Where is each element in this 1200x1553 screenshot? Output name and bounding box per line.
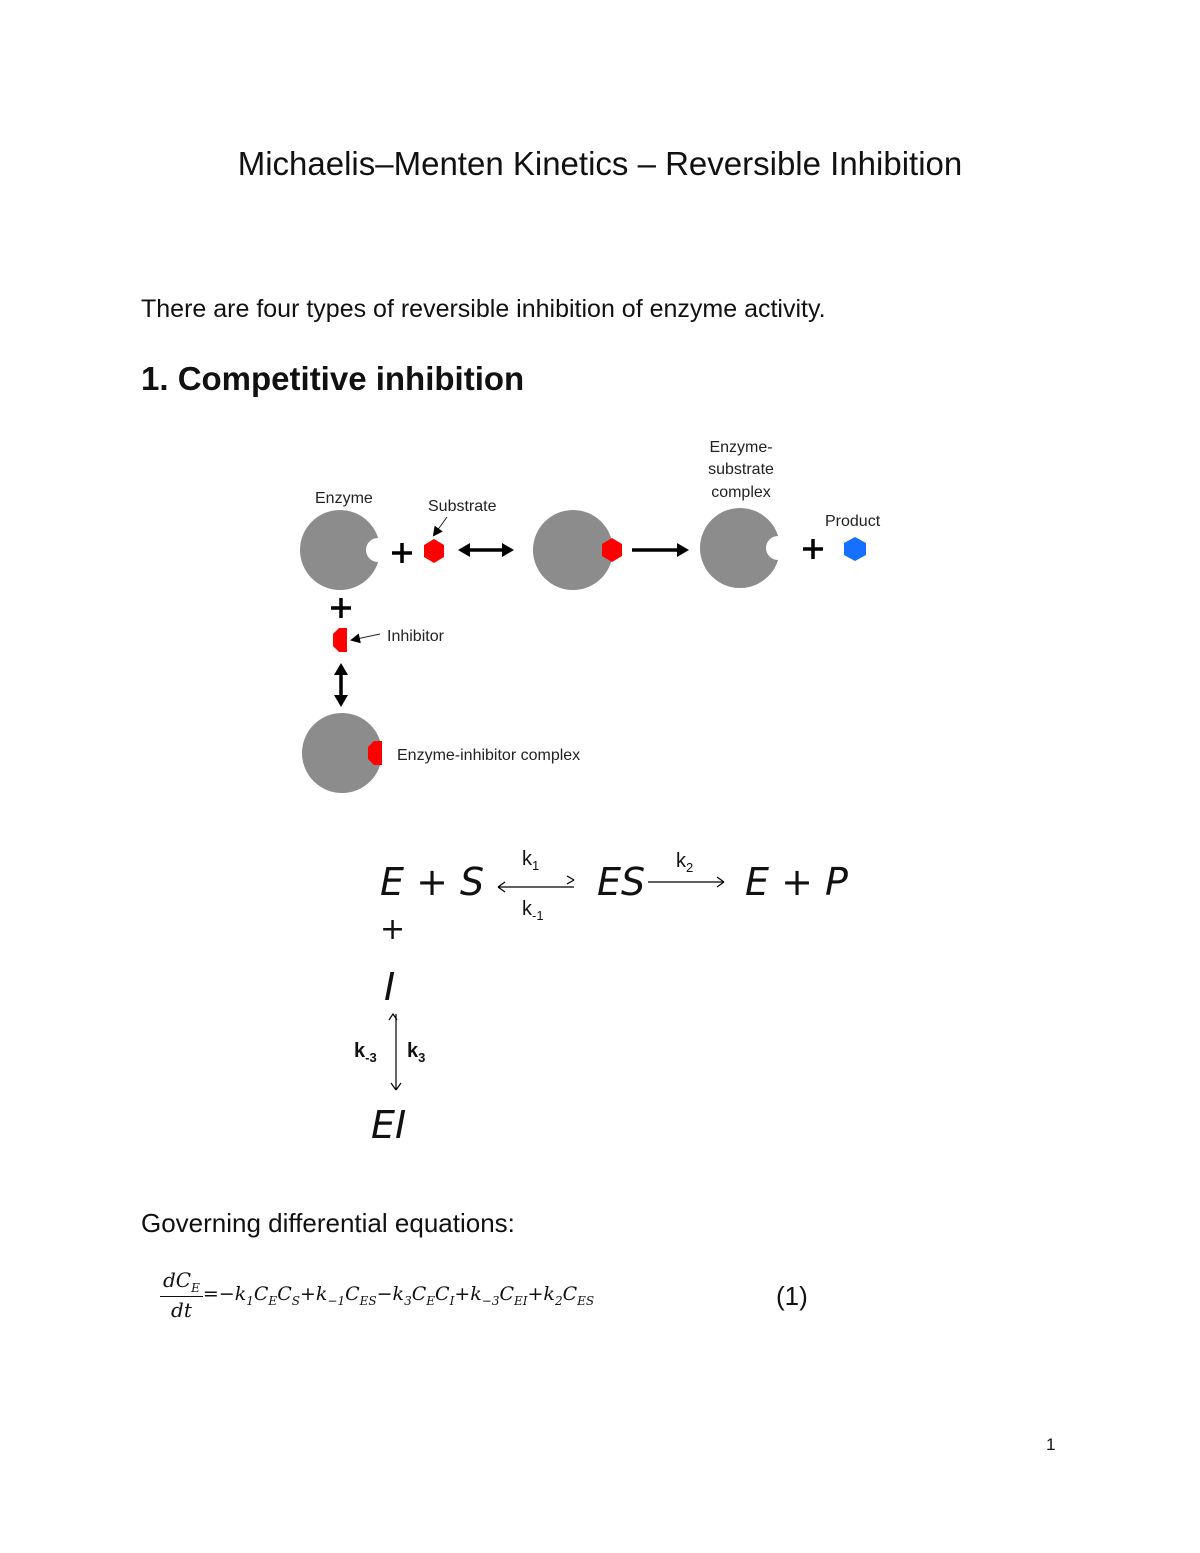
scheme-k3: $k_3$ xyxy=(407,1040,426,1065)
scheme-ei: EI xyxy=(371,1103,407,1147)
equation-term: C xyxy=(345,1282,360,1305)
scheme-k-1: $k_{-1}$ xyxy=(522,898,544,923)
equation-1-number: (1) xyxy=(776,1281,808,1311)
equation-term: +k xyxy=(527,1282,555,1305)
equation-term: +k xyxy=(299,1282,328,1305)
substrate-label: Substrate xyxy=(428,498,497,515)
equation-term: =−k xyxy=(202,1282,247,1305)
equation-subscript: 1 xyxy=(246,1293,254,1308)
equation-subscript: E xyxy=(426,1293,436,1308)
enzyme-released-shape xyxy=(700,508,790,588)
equation-term: C xyxy=(277,1282,292,1305)
plus-sign-3 xyxy=(331,598,351,618)
equation-1 xyxy=(160,1268,594,1322)
substrate-shape xyxy=(424,539,444,563)
document-title: Michaelis–Menten Kinetics – Reversible Inhibition xyxy=(237,145,963,182)
equation-term: C xyxy=(411,1282,427,1305)
es-complex-label-line2: substrate xyxy=(708,461,774,478)
substrate-pointer xyxy=(434,517,447,535)
governing-equations-heading: Governing differential equations: xyxy=(141,1208,515,1238)
scheme-es: ES xyxy=(597,860,646,904)
equation-subscript: EI xyxy=(514,1293,528,1308)
plus-sign-2 xyxy=(803,539,823,559)
equation-term: C xyxy=(253,1282,269,1305)
ei-complex-label: Enzyme-inhibitor complex xyxy=(397,747,581,764)
equation-subscript: E xyxy=(268,1293,278,1308)
enzyme-label: Enzyme xyxy=(315,490,373,507)
equation-subscript: −1 xyxy=(327,1293,346,1308)
inhibitor-label: Inhibitor xyxy=(387,628,444,645)
scheme-left: E + S xyxy=(380,860,485,904)
inhibitor-pointer xyxy=(352,634,380,640)
equation-term: +k xyxy=(454,1282,482,1305)
page-number: 1 xyxy=(1046,1435,1056,1454)
equation-subscript: I xyxy=(449,1293,455,1308)
enzyme-shape xyxy=(300,510,390,590)
equation-subscript: −3 xyxy=(481,1293,500,1308)
es-complex-label-line1: Enzyme- xyxy=(709,439,773,456)
equation-subscript: ES xyxy=(359,1293,377,1308)
scheme-inhibitor: I xyxy=(384,965,396,1009)
equation-1-rhs xyxy=(202,1282,595,1308)
equation-term: C xyxy=(435,1282,450,1305)
equation-subscript: ES xyxy=(577,1293,595,1308)
scheme-vertical-arrows xyxy=(380,1010,410,1094)
scheme-k1: $k_1$ xyxy=(522,848,540,873)
intro-paragraph: There are four types of reversible inhibition of enzyme activity. xyxy=(141,295,826,323)
equation-subscript: S xyxy=(291,1293,300,1308)
section-heading: 1. Competitive inhibition xyxy=(141,360,525,397)
equation-subscript: 2 xyxy=(554,1293,563,1308)
equation-1-fraction: $\frac{dC_E}{dt}$ xyxy=(160,1268,203,1322)
scheme-k2: $k_2$ xyxy=(676,850,694,875)
equation-term: −k xyxy=(376,1282,405,1305)
scheme-equilibrium-arrows xyxy=(494,874,578,894)
scheme-right: E + P xyxy=(745,860,848,904)
equation-subscript: 3 xyxy=(404,1293,412,1308)
product-shape xyxy=(844,537,866,561)
forward-arrow xyxy=(632,543,689,557)
es-complex-shape xyxy=(533,510,622,590)
equation-term: C xyxy=(562,1282,578,1305)
equation-term: C xyxy=(499,1282,515,1305)
scheme-forward-arrow xyxy=(646,874,730,890)
es-complex-label-line3: complex xyxy=(711,484,771,501)
scheme-k-3: $k_{-3}$ xyxy=(354,1040,377,1065)
product-label: Product xyxy=(825,513,881,530)
vertical-reversible-arrow xyxy=(334,663,348,707)
plus-sign-1 xyxy=(392,543,412,563)
inhibitor-shape xyxy=(333,628,347,652)
reversible-arrow xyxy=(458,543,514,557)
ei-complex-shape xyxy=(302,713,382,793)
scheme-plus: + xyxy=(380,912,406,947)
